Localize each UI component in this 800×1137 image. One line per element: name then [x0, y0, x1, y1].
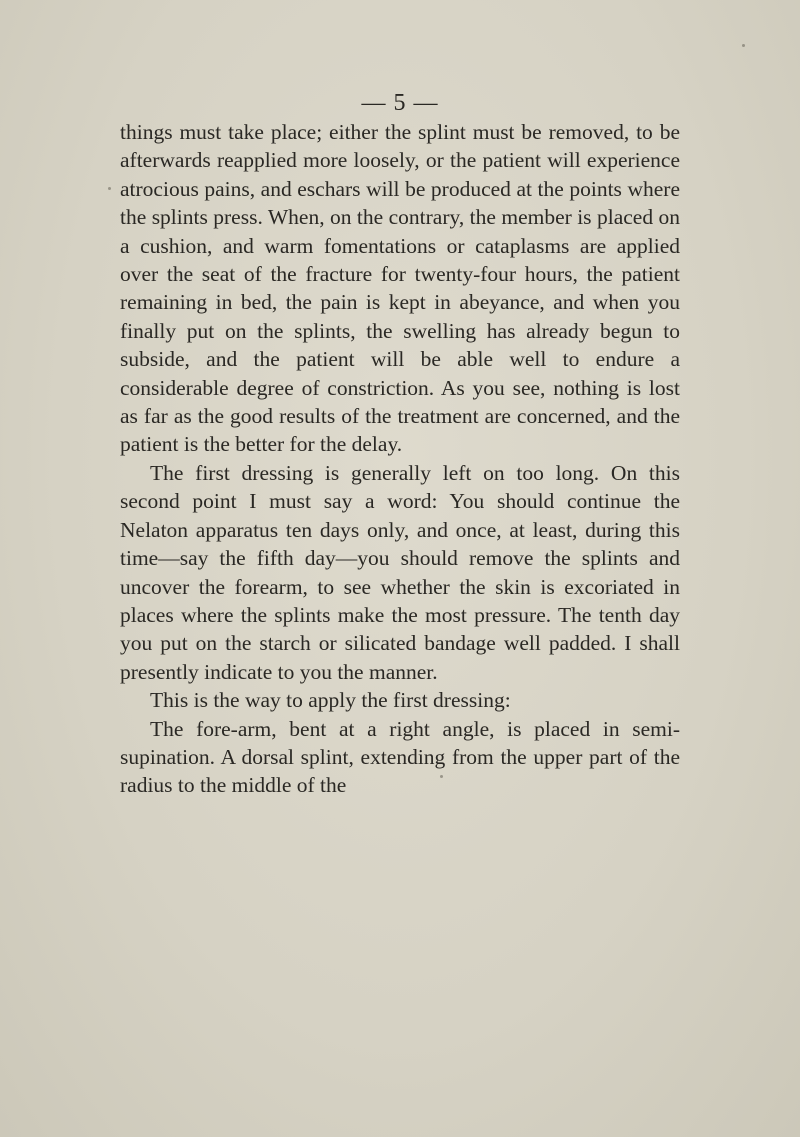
paragraph-first-dressing: The first dressing is generally left on too long. On this second point I must say a word: You should continue the Nelaton apparatus ten days only, and once, at least, during this time—say the fifth day—you should remove the splints and uncover the forearm, to see whether the skin is excoriated in places where the splints make the most pressure. The tenth day you put on the starch or silicated bandage well padded. I shall presently indicate to you the manner. [120, 460, 680, 684]
paper-speck [742, 44, 745, 47]
paper-speck [108, 187, 111, 190]
page-number: — 5 — [361, 90, 439, 116]
body-text [120, 118, 680, 800]
paragraph-way-to-apply: This is the way to apply the first dressing: [150, 688, 511, 713]
paragraph-continuation: things must take place; either the splint must be removed, to be afterwards reapplied more loosely, or the patient will experience atrocious pains, and eschars will be produced at the points where the splints press. When, on the contrary, the member is placed on a cushion, and warm fomentations or cataplasms are applied over the seat of the fracture for twenty-four hours, the patient remaining in bed, the pain is kept in abeyance, and when you finally put on the splints, the swelling has already begun to subside, and the patient will be able well to endure a considerable degree of constriction. As you see, nothing is lost as far as the good results of the treatment are concerned, and the patient is the better for the delay. [120, 120, 680, 457]
paragraph-fore-arm: The fore-arm, bent at a right angle, is placed in semi-supination. A dorsal splint, extending from the upper part of the radius to the middle of the [120, 716, 680, 798]
paper-speck [440, 775, 443, 778]
